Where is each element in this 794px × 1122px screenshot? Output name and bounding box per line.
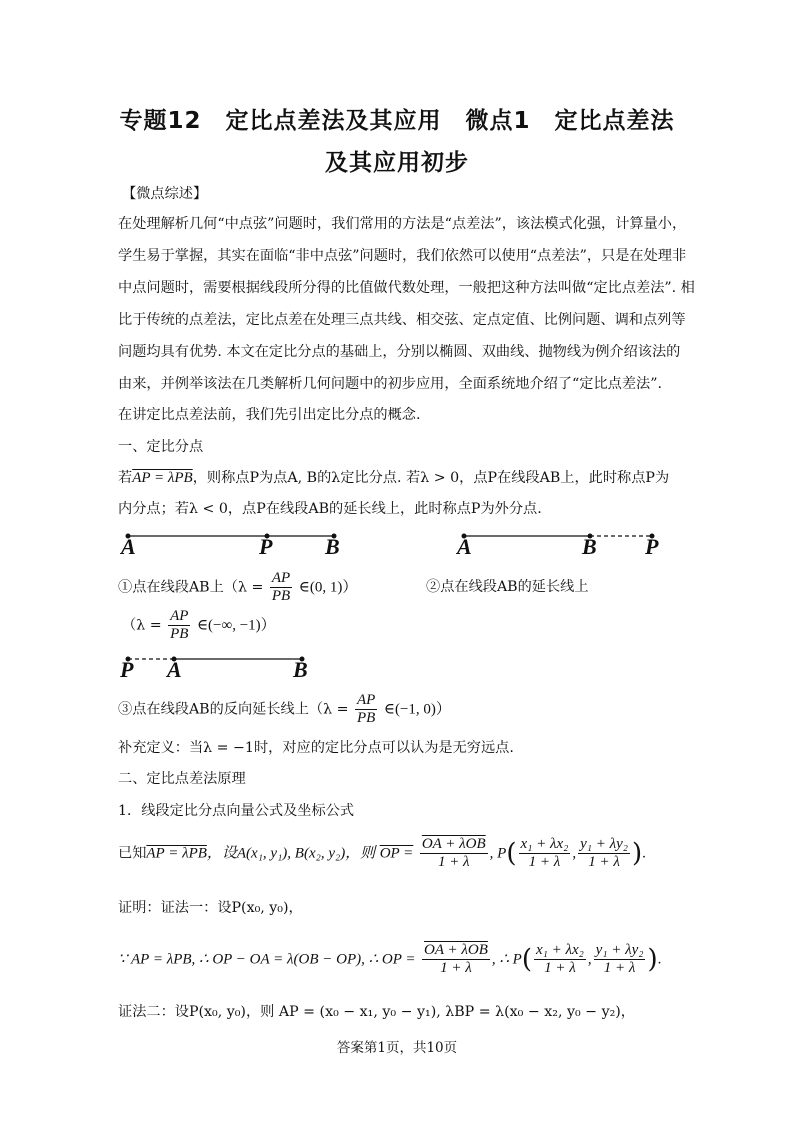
case2-range: ∈(−∞, −1)） (196, 617, 276, 634)
py-fraction (578, 836, 630, 871)
fig1-label-b: B (325, 534, 340, 559)
fraction-numerator: AP (170, 608, 189, 624)
intro-line: 学生易于掌握，其实在面临“非中点弦”问题时，我们依然可以使用“点差法”，只是在处理非 (118, 248, 687, 264)
intro-line: 在讲定比点差法前，我们先引出定比分点的概念. (118, 407, 421, 423)
op-numerator: OA + λOB (424, 942, 488, 958)
px-fraction (534, 942, 586, 977)
py-numerator: y₁ + λy₂ (595, 942, 644, 958)
op-fraction (422, 942, 490, 977)
case3-range: ∈(−1, 0)） (383, 701, 451, 718)
py-fraction (594, 942, 646, 977)
px-numerator: x₁ + λx₂ (535, 942, 584, 958)
intro-line: 比于传统的点差法，定比点差在处理三点共线、相交弦、定点定值、比例问题、调和点列等 (118, 312, 686, 328)
px-denominator: 1 + λ (544, 960, 576, 976)
known-equation: AP = λPB (146, 845, 207, 862)
proof1-title: 证明：证法一：设P(x₀, y₀)， (118, 900, 303, 916)
known-coords: ，设A(x₁, y₁), B(x₂, y₂)，则 (206, 845, 376, 862)
intro-line: 问题均具有优势. 本文在定比分点的基础上，分别以椭圆、双曲线、抛物线为例介绍该法的 (118, 344, 681, 360)
fig2-label-b: B (582, 534, 597, 559)
case1-text: ①点在线段AB上（λ = (118, 579, 264, 596)
intro-line: 由来，并例举该法在几类解析几何问题中的初步应用，全面系统地介绍了“定比点差法”. (118, 376, 662, 392)
fig3-label-p: P (120, 657, 134, 682)
ratio-fraction (168, 608, 190, 643)
proof1-equation: ∵ AP = λPB, ∴ OP − OA = λ(OB − OP), ∴ OP = (118, 951, 416, 968)
page-footer: 答案第1页，共10页 (336, 1040, 458, 1056)
known-prefix: 已知 (118, 845, 147, 862)
supplement-definition: 补充定义：当λ = −1时，对应的定比分点可以认为是无穷远点. (118, 740, 514, 756)
fig3-label-a: A (167, 657, 182, 682)
definition-line2: 内分点；若λ < 0，点P在线段AB的延长线上，此时称点P为外分点. (118, 501, 542, 517)
fraction-denominator: PB (271, 588, 291, 604)
page-title-line2: 及其应用初步 (325, 150, 469, 176)
fraction-denominator: PB (357, 710, 376, 726)
case1-line (118, 570, 357, 605)
py-denominator: 1 + λ (588, 854, 620, 870)
fraction-denominator: PB (170, 626, 189, 642)
op-fraction (420, 836, 488, 871)
intro-heading: 【微点综述】 (122, 186, 208, 202)
ratio-fraction (355, 692, 377, 727)
p-label: , P (489, 845, 507, 862)
fraction-numerator: AP (357, 692, 376, 708)
py-numerator: y₁ + λy₂ (580, 836, 628, 852)
py-denominator: 1 + λ (603, 960, 636, 976)
op-denominator: 1 + λ (440, 960, 472, 976)
case2-text: ②点在线段AB的延长线上 (426, 579, 589, 595)
proof1-line: ∵ AP = λPB, ∴ OP − OA = λ(OB − OP), ∴ OP = $\frac{\text{OA + λOB}}{1 + \lambda}$ , ∴ P( $\frac{\text{x₁ + λx₂}}{1 + \lambda}$ , $\frac{\text{y₁ + λy₂}}{1 + \lambda}$ ). (118, 942, 662, 976)
case2-range-line (122, 608, 276, 643)
proof1-p-label: , ∴ P (491, 951, 522, 968)
section2-heading: 二、定比点差法原理 (118, 771, 246, 787)
px-numerator: x₁ + λx₂ (520, 836, 569, 852)
px-fraction (519, 836, 571, 871)
section1-heading: 一、定比分点 (118, 439, 204, 455)
page-title: 专题12 定比点差法及其应用 微点1 定比点差法 (119, 108, 675, 134)
case3-text: ③点在线段AB的反向延长线上（λ = (118, 701, 349, 718)
px-denominator: 1 + λ (528, 854, 561, 870)
case3-line (118, 692, 451, 727)
fig1-label-p: P (259, 534, 273, 559)
intro-line: 在处理解析几何“中点弦”问题时，我们常用的方法是“点差法”，该法模式化强，计算量小， (118, 216, 687, 232)
definition-equation: AP = λPB (132, 470, 193, 486)
op-denominator: 1 + λ (437, 854, 470, 870)
definition-text: ，则称点P为点A, B的λ定比分点. 若λ > 0，点P在线段AB上，此时称点P为 (192, 470, 670, 486)
intro-line: 中点问题时，需要根据线段所分得的比值做代数处理，一般把这种方法叫做“定比点差法”. 相 (118, 280, 695, 296)
op-numerator: OA + λOB (421, 836, 486, 852)
subsection-1: 1．线段定比分点向量公式及坐标公式 (118, 803, 355, 819)
definition-prefix: 若 (118, 470, 133, 486)
fig2-label-p: P (645, 534, 659, 559)
fraction-numerator: AP (271, 570, 291, 586)
fig1-label-a: A (121, 534, 136, 559)
case2-prefix: （λ = (122, 617, 162, 634)
op-label: OP = (379, 845, 414, 862)
fig2-label-a: A (457, 534, 472, 559)
ratio-fraction (270, 570, 292, 605)
fig3-label-b: B (293, 657, 308, 682)
proof2-line: 证法二：设P(x₀, y₀)，则 AP = (x₀ − x₁, y₀ − y₁), λBP = λ(x₀ − x₂, y₀ − y₂)， (118, 1004, 635, 1020)
known-formula-line: 已知AP = λPB，设A(x₁, y₁), B(x₂, y₂)，则 OP = $\frac{\text{OA + λOB}}{1 + \lambda}$ , P( $\frac{\text{x₁ + λx₂}}{1 + \lambda}$ , $\frac{\text{y₁ + λy₂}}{1 + \lambda}$ ). (118, 836, 646, 870)
case1-range: ∈(0, 1)） (298, 579, 358, 596)
